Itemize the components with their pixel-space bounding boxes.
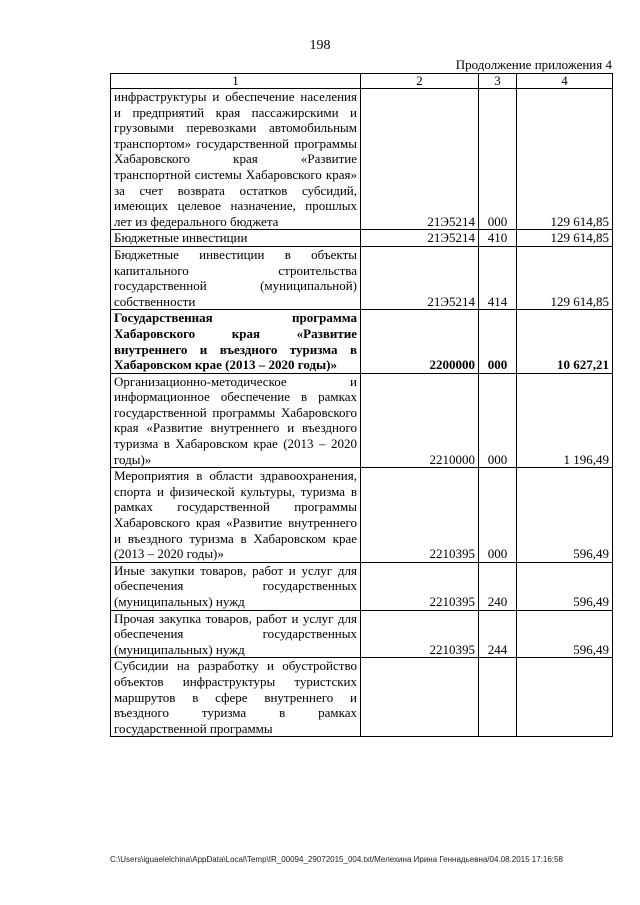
row-expense-type: 410 <box>479 230 517 247</box>
row-target-code <box>361 658 479 737</box>
header-col-1: 1 <box>111 74 361 89</box>
row-target-code: 2210395 <box>361 562 479 610</box>
table-row <box>111 468 613 563</box>
row-description: Государственная программа Хабаровского края «Развитие внутреннего и въездного туризма в Хабаровском крае (2013 – 2020 годы)» <box>111 310 361 373</box>
row-description: Прочая закупка товаров, работ и услуг для обеспечения государственных (муниципальных) нужд <box>111 610 361 658</box>
footer-file-path: C:\Users\iguaelelchina\AppData\Local\Temp\IR_00094_29072015_004.txt/Мелехина Ирина Геннадьевна/04.08.2015 17:16:58 <box>110 855 563 864</box>
row-expense-type: 000 <box>479 310 517 373</box>
header-col-3: 3 <box>479 74 517 89</box>
table-row <box>111 310 613 373</box>
continuation-label: Продолжение приложения 4 <box>455 57 612 72</box>
row-target-code: 2200000 <box>361 310 479 373</box>
header-col-2: 2 <box>361 74 479 89</box>
row-amount: 129 614,85 <box>517 246 613 309</box>
row-expense-type: 244 <box>479 610 517 658</box>
header-col-4: 4 <box>517 74 613 89</box>
row-description: Организационно-методическое и информационное обеспечение в рамках государственной программы Хабаровского края «Развитие внутреннего и въездного туризма в Хабаровском крае (2013 – 2020 годы)» <box>111 373 361 468</box>
table-row <box>111 610 613 658</box>
row-target-code: 2210395 <box>361 610 479 658</box>
row-target-code: 2210000 <box>361 373 479 468</box>
table-row <box>111 89 613 230</box>
row-description: инфраструктуры и обеспечение населения и предприятий края пассажирскими и грузовыми перевозками автомобильным транспортом» государственной программы Хабаровского края «Развитие транспортной системы Хабаровского края» за счет возврата остатков субсидий, имеющих целевое назначение, прошлых лет из федерального бюджета <box>111 89 361 230</box>
row-target-code: 21Э5214 <box>361 230 479 247</box>
row-expense-type: 414 <box>479 246 517 309</box>
row-amount: 596,49 <box>517 468 613 563</box>
row-amount: 1 196,49 <box>517 373 613 468</box>
row-expense-type: 000 <box>479 373 517 468</box>
row-target-code: 21Э5214 <box>361 89 479 230</box>
row-description: Субсидии на разработку и обустройство объектов инфраструктуры туристских маршрутов в сфере внутреннего и въездного туризма в рамках государственной программы <box>111 658 361 737</box>
budget-table <box>110 73 613 737</box>
row-expense-type <box>479 658 517 737</box>
row-target-code: 2210395 <box>361 468 479 563</box>
page-number: 198 <box>309 38 331 53</box>
table-row <box>111 658 613 737</box>
row-amount: 596,49 <box>517 610 613 658</box>
header-row <box>111 74 613 89</box>
row-amount: 129 614,85 <box>517 89 613 230</box>
row-amount: 129 614,85 <box>517 230 613 247</box>
row-expense-type: 000 <box>479 468 517 563</box>
row-description: Бюджетные инвестиции в объекты капитального строительства государственной (муниципальной) собственности <box>111 246 361 309</box>
row-description: Мероприятия в области здравоохранения, спорта и физической культуры, туризма в рамках государственной программы Хабаровского края «Развитие внутреннего и въездного туризма в Хабаровском крае (2013 – 2020 годы)» <box>111 468 361 563</box>
row-amount <box>517 658 613 737</box>
table-row <box>111 230 613 247</box>
table-row <box>111 246 613 309</box>
row-amount: 596,49 <box>517 562 613 610</box>
row-description: Бюджетные инвестиции <box>111 230 361 247</box>
row-target-code: 21Э5214 <box>361 246 479 309</box>
row-expense-type: 000 <box>479 89 517 230</box>
table-row <box>111 562 613 610</box>
row-expense-type: 240 <box>479 562 517 610</box>
row-amount: 10 627,21 <box>517 310 613 373</box>
table-row <box>111 373 613 468</box>
row-description: Иные закупки товаров, работ и услуг для обеспечения государственных (муниципальных) нужд <box>111 562 361 610</box>
